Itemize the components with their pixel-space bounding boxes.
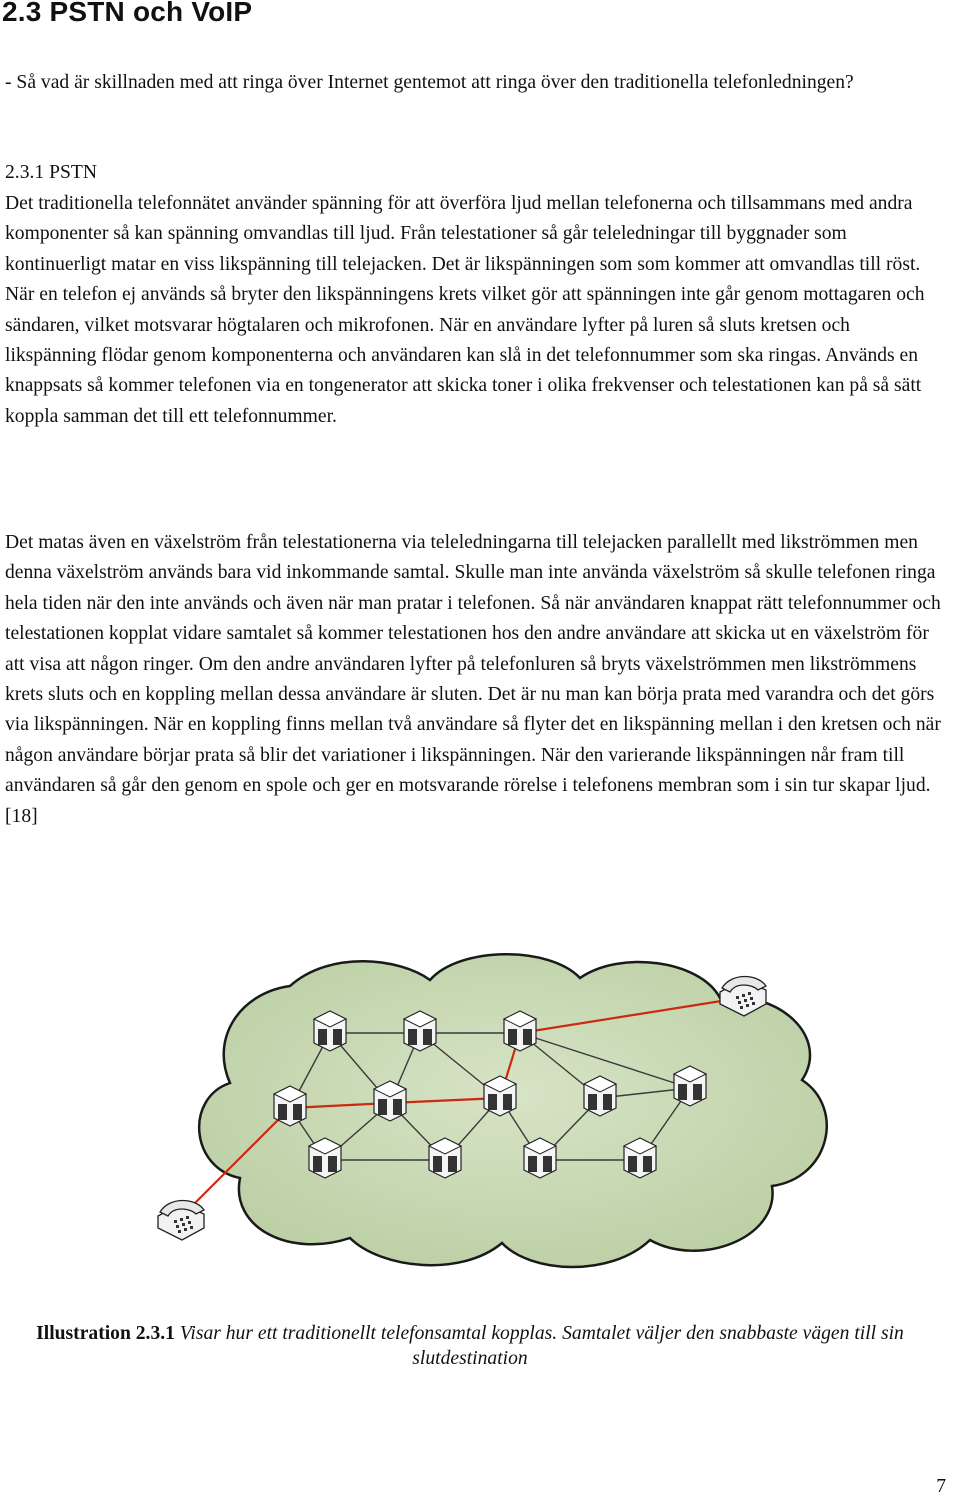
switch-icon: [274, 1086, 306, 1126]
switch-icon: [309, 1138, 341, 1178]
switch-icon: [429, 1138, 461, 1178]
switch-icon: [314, 1011, 346, 1051]
paragraph-pstn-ac: Det matas även en växelström från telestationerna via teleledningarna till telejacken parallellt med likströmmen men denna växelström används bara vid inkommande samtal. Skulle man inte använda växelström så skulle telefonen ringa hela tiden när den inte används och även när man pratar i telefonen. Så när användaren knappat rätt telefonnummer och telestationen kopplat vidare samtalet så kommer telestationen hos den andre användare att skicka ut en växelström för att visa att någon ringer. Om den andre användaren lyfter på telefonluren så bryts växelströmmen men likströmmens krets sluts och en koppling mellan dessa användare är sluten. Det är nu man kan börja prata med varandra och det görs via likspänningen. När en koppling finns mellan två användare så flyter det en likspänning mellan i den kretsen och när någon användare börjar prata så blir det variationer i likspänningen. När den varierande likspänningen når fram till användaren så går den genom en spole och ger en motsvarande rörelse i telefonens membran som i sin tur skapar ljud. [18]: [5, 532, 941, 827]
switch-icon: [484, 1076, 516, 1116]
intro-question: - Så vad är skillnaden med att ringa över Internet gentemot att ringa över den traditionella telefonledningen?: [5, 72, 854, 93]
telephone-icon: [158, 1201, 204, 1241]
switch-icon: [624, 1138, 656, 1178]
pstn-network-diagram: [130, 938, 890, 1278]
caption-text: Visar hur ett traditionellt telefonsamtal kopplas. Samtalet väljer den snabbaste vägen till sin slutdestination: [179, 1323, 904, 1369]
figure-caption: [30, 1321, 910, 1371]
subsection-heading: 2.3.1 PSTN: [5, 162, 97, 183]
switch-icon: [524, 1138, 556, 1178]
switch-icon: [404, 1011, 436, 1051]
switch-icon: [374, 1081, 406, 1121]
switch-icon: [674, 1066, 706, 1106]
switch-icon: [504, 1011, 536, 1051]
page-number: 7: [936, 1476, 946, 1497]
paragraph-pstn-dc: Det traditionella telefonnätet använder spänning för att överföra ljud mellan telefonerna och tillsammans med andra komponenter så kan spänning omvandlas till ljud. Från telestationer så går teleledningar till byggnader som kontinuerligt matar en viss likspänning till telejacken. Det är likspänningen som som kommer att omvandlas till röst. När en telefon ej används så bryter den likspänningens krets vilket gör att spänningen inte går genom mottagaren och sändaren, vilket motsvarar högtalaren och mikrofonen. När en användare lyfter på luren så sluts kretsen och likspänning flödar genom komponenterna och användaren kan slå in det telefonnummer som ska ringas. Används en knappsats så kommer telefonen via en tongenerator att skicka toner i olika frekvenser och telestationen kan på så sätt koppla samman det till ett telefonnummer.: [5, 193, 925, 427]
caption-label: Illustration 2.3.1: [36, 1323, 175, 1344]
section-heading: 2.3 PSTN och VoIP: [2, 0, 253, 27]
switch-icon: [584, 1076, 616, 1116]
